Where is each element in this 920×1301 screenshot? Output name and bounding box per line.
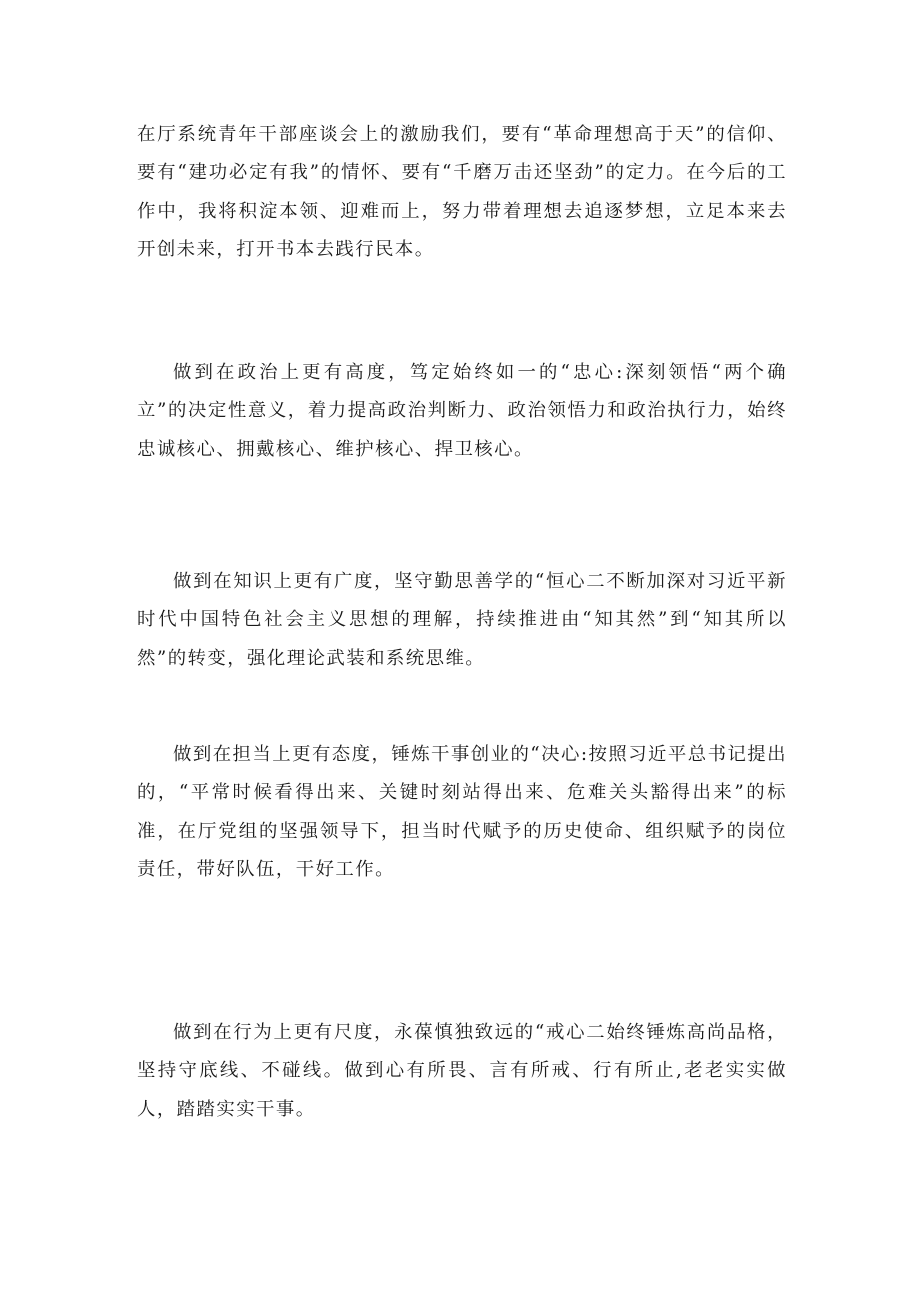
paragraph-conduct: 做到在行为上更有尺度，永葆慎独致远的“戒心二始终锤炼高尚品格，坚持守底线、不碰线。做到心有所畏、言有所戒、行有所止,老老实实做人，踏踏实实干事。 (137, 1022, 787, 1120)
paragraph-responsibility: 做到在担当上更有态度，锤炼干事创业的“决心:按照习近平总书记提出的，“平常时候看得出来、关键时刻站得出来、危难关头豁得出来”的标准，在厅党组的坚强领导下，担当时代赋予的历史使命、组织赋予的岗位责任，带好队伍，干好工作。 (137, 744, 787, 881)
paragraph-knowledge: 做到在知识上更有广度，坚守勤思善学的“恒心二不断加深对习近平新时代中国特色社会主义思想的理解，持续推进由“知其然”到“知其所以然”的转变，强化理论武装和系统思维。 (137, 571, 787, 669)
paragraph-political: 做到在政治上更有高度，笃定始终如一的“忠心:深刻领悟“两个确立”的决定性意义，着力提高政治判断力、政治领悟力和政治执行力，始终忠诚核心、拥戴核心、维护核心、捍卫核心。 (137, 362, 787, 460)
paragraph-intro: 在厅系统青年干部座谈会上的激励我们，要有“革命理想高于天”的信仰、要有“建功必定有我”的情怀、要有“千磨万击还坚劲”的定力。在今后的工作中，我将积淀本领、迎难而上，努力带着理想去追逐梦想，立足本来去开创未来，打开书本去践行民本。 (137, 124, 787, 261)
